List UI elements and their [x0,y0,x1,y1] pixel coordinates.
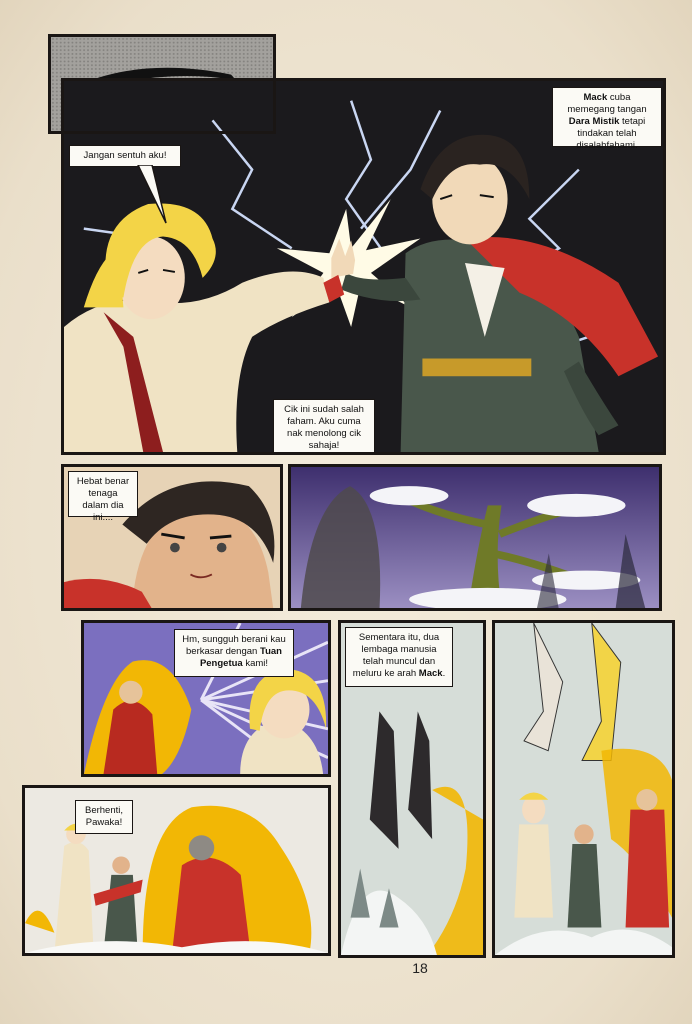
fire-battle-illustration [25,788,328,953]
speech-bubble-mack: Cik ini sudah salah faham. Aku cuma nak menolong cik sahaja! [273,399,375,453]
landing-illustration [495,623,672,955]
panel-landing [492,620,675,958]
narration-caption-2 [345,627,453,687]
caption-text-2: tetapi tindakan telah disalahfahami. [576,116,646,151]
speech-bubble-attacker [174,629,294,677]
caption2-text-1: Sementara itu, dua lembaga manusia telah muncul dan meluru ke arah [352,632,440,679]
speech-tail [132,165,172,225]
bubble-text-2: kami! [242,658,269,669]
thought-caption: Hebat benar tenaga dalam dia ini.... [68,471,138,517]
panel-snowy-tree [288,464,662,611]
panel-figures-emerging [338,620,486,958]
bubble-name: Tuan Pengetua [199,646,282,669]
narration-caption [552,87,662,151]
caption2-text-2: . [442,668,446,679]
panel-attackers [81,620,331,777]
speech-bubble-girl: Jangan sentuh aku! [69,145,181,167]
caption-name-dara: Dara Mistik [568,116,620,127]
page-number: 18 [412,960,428,976]
caption-name-mack: Mack [583,92,608,103]
caption-text-1: cuba memegang tangan [567,92,647,115]
panel-mack-closeup [61,464,283,611]
caption2-name: Mack [418,668,443,679]
bubble-text-1: Hm, sungguh berani kau berkasar dengan [182,634,286,657]
panel-eye-frame [48,34,276,134]
speech-bubble-girl-stop: Berhenti, Pawaka! [75,800,133,834]
panel-fire-battle [22,785,331,956]
tree-illustration [291,467,659,608]
panel-confrontation [61,78,666,455]
